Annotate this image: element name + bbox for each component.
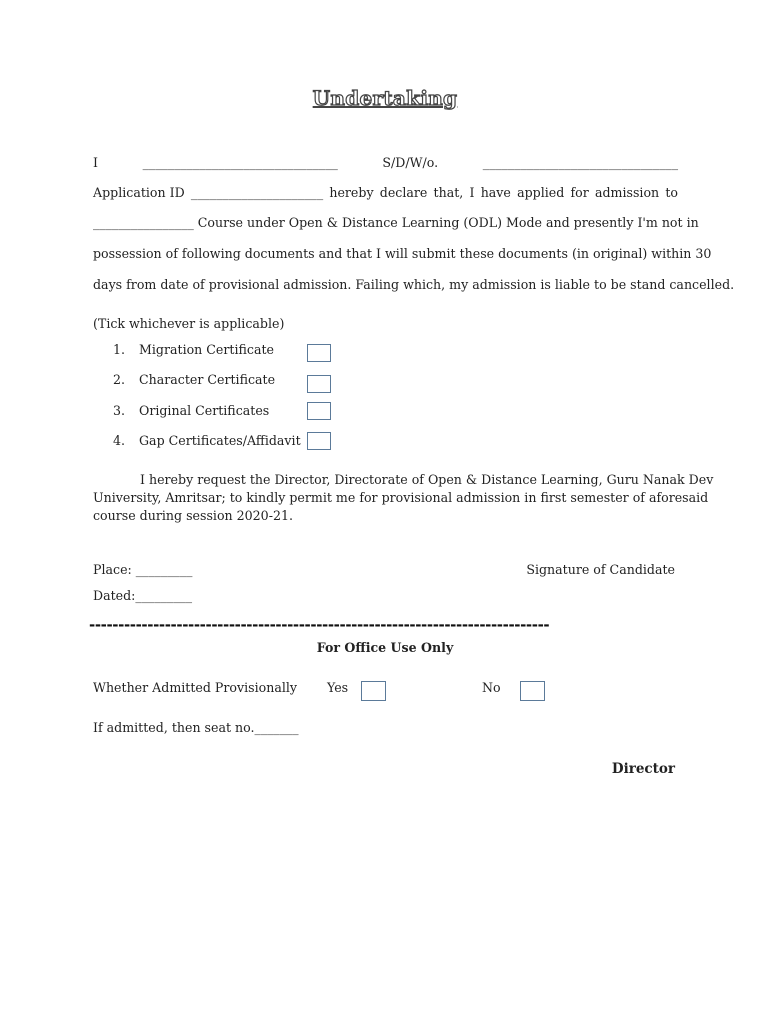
list-item-label: Migration Certificate (139, 342, 274, 357)
application-id-blank[interactable]: _____________________ (190, 185, 324, 200)
name-line (93, 155, 678, 171)
parent-name-blank[interactable]: _______________________________ (482, 155, 678, 170)
word-i: I (469, 185, 475, 200)
list-item-label: Character Certificate (139, 372, 276, 387)
list-item-label: Gap Certificates/Affidavit (139, 433, 301, 448)
request-paragraph-line-3: course during session 2020-21. (93, 508, 293, 523)
word-applied: applied (517, 185, 565, 200)
tick-instruction: (Tick whichever is applicable) (93, 316, 285, 331)
request-paragraph-line-2: University, Amritsar; to kindly permit me for provisional admission in first semester of aforesaid (93, 490, 709, 505)
course-text: Course under Open & Distance Learning (ODL) Mode and presently I'm not in (197, 215, 699, 230)
course-blank[interactable]: ________________ (93, 215, 194, 230)
admitted-yes-checkbox[interactable] (361, 681, 386, 701)
section-separator: ------------------------------------------------------------------------------- (89, 616, 550, 634)
list-item-label: Original Certificates (139, 403, 270, 418)
relation-label: S/D/W/o. (382, 155, 439, 170)
candidate-name-blank[interactable]: _______________________________ (142, 155, 338, 170)
word-that: that, (433, 185, 464, 200)
no-label: No (482, 680, 501, 695)
list-item-number: 1. (113, 342, 126, 357)
gap-certificate-checkbox[interactable] (307, 432, 331, 450)
application-id-label: Application ID (93, 185, 185, 200)
admitted-provisionally-label: Whether Admitted Provisionally (93, 680, 298, 695)
declaration-line-4: possession of following documents and that I will submit these documents (in original) within 30 (93, 246, 712, 261)
word-to: to (665, 185, 678, 200)
declaration-line-5: days from date of provisional admission. Failing which, my admission is liable to be stand cancelled. (93, 277, 735, 292)
yes-label: Yes (327, 680, 349, 695)
pronoun-i: I (93, 155, 98, 170)
director-signature-label: Director (611, 761, 675, 777)
word-declare: declare (379, 185, 428, 200)
admitted-no-checkbox[interactable] (520, 681, 545, 701)
list-item-number: 2. (113, 372, 126, 387)
request-paragraph-line-1: I hereby request the Director, Directorate of Open & Distance Learning, Guru Nanak Dev (140, 472, 714, 487)
place-field[interactable]: Place: _________ (93, 562, 193, 577)
word-admission: admission (594, 185, 660, 200)
seat-number-field[interactable]: If admitted, then seat no._______ (93, 720, 299, 735)
dated-field[interactable]: Dated:_________ (93, 588, 193, 603)
word-have: have (480, 185, 511, 200)
candidate-signature-label: Signature of Candidate (526, 562, 675, 577)
word-for: for (570, 185, 589, 200)
list-item-number: 3. (113, 403, 126, 418)
original-certificates-checkbox[interactable] (307, 402, 331, 420)
migration-certificate-checkbox[interactable] (307, 344, 331, 362)
office-use-heading: For Office Use Only (316, 640, 454, 655)
application-line (93, 185, 678, 201)
word-hereby: hereby (329, 185, 374, 200)
document-title: Undertaking (312, 86, 458, 110)
list-item-number: 4. (113, 433, 126, 448)
course-line (93, 215, 699, 231)
character-certificate-checkbox[interactable] (307, 375, 331, 393)
